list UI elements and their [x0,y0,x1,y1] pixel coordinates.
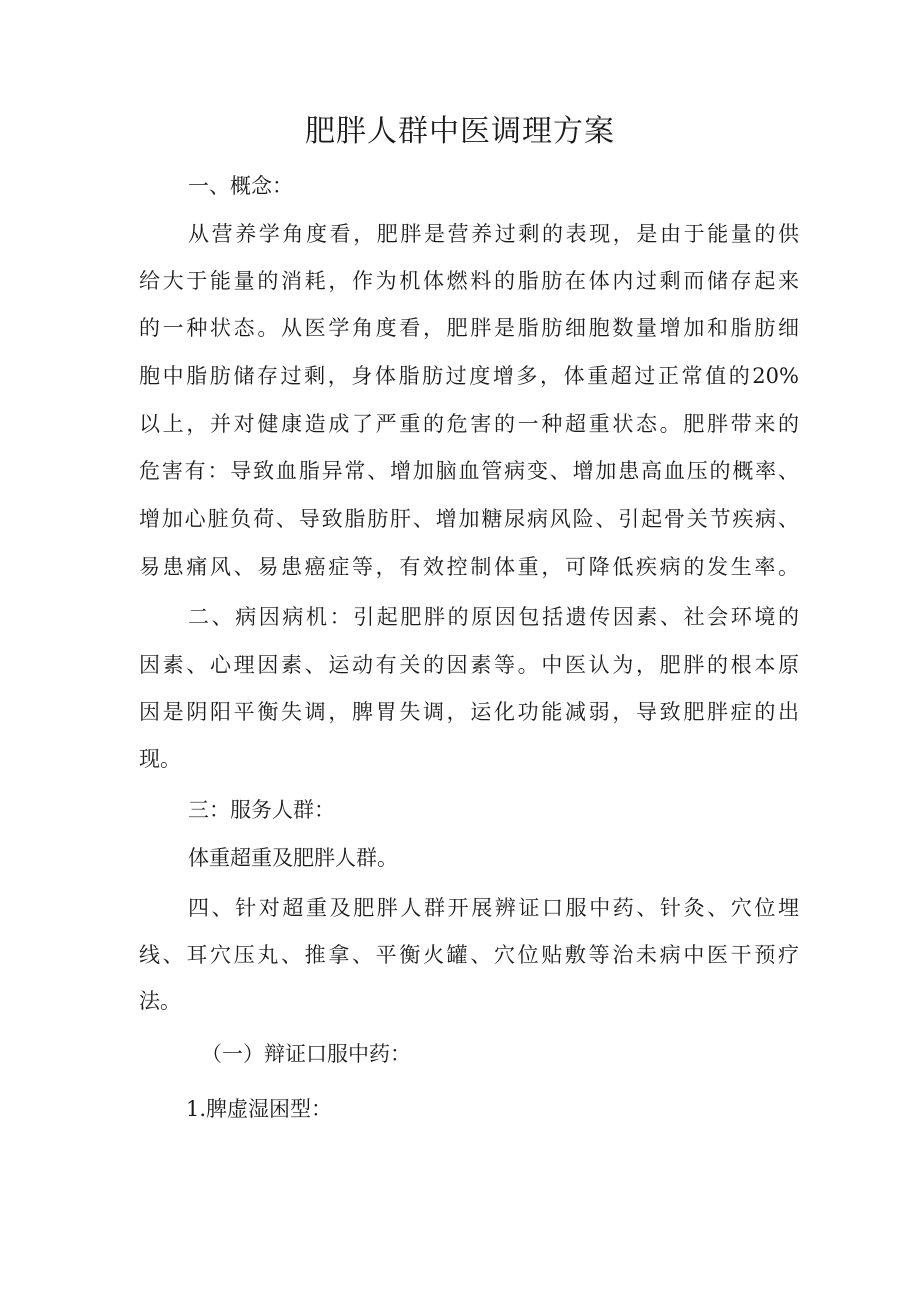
section-heading-concept: 一、概念： [188,174,293,198]
paragraph-line: 胞中脂肪储存过剩，身体脂肪过度增多，体重超过正常值的20% [139,364,799,388]
paragraph-line: 法。 [139,989,181,1013]
paragraph-line: 以上，并对健康造成了严重的危害的一种超重状态。肥胖带来的 [139,412,799,436]
paragraph-line: 现。 [139,747,181,771]
subsection-heading-oral-medicine: （一）辩证口服中药： [201,1042,411,1066]
paragraph-line: 给大于能量的消耗，作为机体燃料的脂肪在体内过剩而储存起来 [139,269,799,293]
section-heading-etiology: 二、病因病机：引起肥胖的原因包括遗传因素、社会环境的 [188,605,799,629]
subsection-item-spleen-deficiency: 1.脾虚湿困型： [186,1097,333,1121]
section-heading-interventions: 四、针对超重及肥胖人群开展辨证口服中药、针灸、穴位埋 [188,896,799,920]
paragraph-line: 因是阴阳平衡失调，脾胃失调，运化功能减弱，导致肥胖症的出 [139,700,799,724]
document-title: 肥胖人群中医调理方案 [305,114,615,149]
paragraph-line: 增加心脏负荷、导致脂肪肝、增加糖尿病风险、引起骨关节疾病、 [139,507,799,531]
paragraph-line: 的一种状态。从医学角度看，肥胖是脂肪细胞数量增加和脂肪细 [139,316,799,340]
paragraph-line: 从营养学角度看，肥胖是营养过剩的表现，是由于能量的供 [188,222,799,246]
section-heading-service-group: 三：服务人群： [188,798,335,822]
paragraph-line: 危害有：导致血脂异常、增加脑血管病变、增加患高血压的概率、 [139,459,799,483]
paragraph-line: 线、耳穴压丸、推拿、平衡火罐、穴位贴敷等治未病中医干预疗 [139,943,799,967]
paragraph-line: 因素、心理因素、运动有关的因素等。中医认为，肥胖的根本原 [139,653,799,677]
paragraph-line: 体重超重及肥胖人群。 [188,846,398,870]
paragraph-line: 易患痛风、易患癌症等，有效控制体重，可降低疾病的发生率。 [139,555,799,579]
